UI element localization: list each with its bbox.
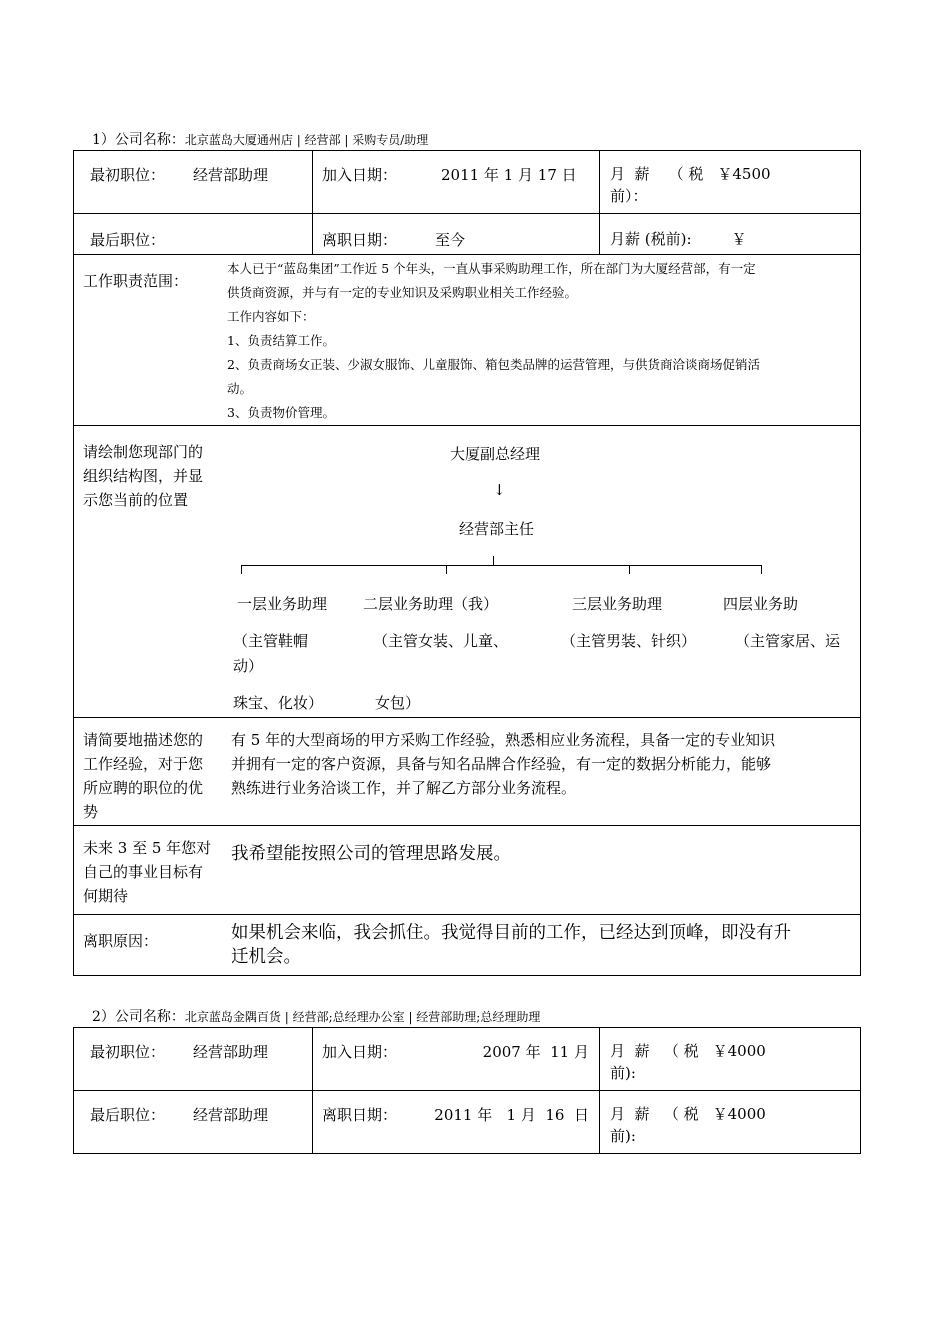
- org-node-deputy-gm: 大厦副总经理: [450, 445, 541, 463]
- salary-label-cont: 前）：: [610, 187, 648, 205]
- company-1-heading: [92, 129, 428, 149]
- company-2-label: 2）公司名称：: [92, 1009, 185, 1025]
- job2-final-salary-label-cont: 前):: [610, 1127, 636, 1145]
- company-1-detail: 北京蓝岛大厦通州店 | 经营部 | 采购专员/助理: [184, 133, 429, 147]
- job-1-row-org: [74, 426, 861, 718]
- job-1-table: [73, 150, 861, 976]
- org-duty-floor-1: （主管鞋帽: [233, 632, 309, 650]
- duties-label: 工作职责范围：: [83, 272, 189, 290]
- org-duty-floor-4: （主管家居、运: [735, 632, 841, 650]
- experience-label: 请简要地描述您的 工作经验，对于您 所应聘的职位的优 势: [83, 731, 204, 821]
- job2-final-salary-label: 月 薪 （ 税: [610, 1105, 699, 1123]
- job-1-row-experience: [74, 718, 861, 826]
- org-node-floor-1: 一层业务助理: [237, 595, 328, 613]
- org-node-floor-3: 三层业务助理: [572, 595, 663, 613]
- org-connector-l1: [241, 565, 242, 574]
- job2-join-date-label: 加入日期：: [322, 1043, 398, 1061]
- job2-initial-salary-value: ￥4000: [712, 1042, 766, 1060]
- reason-label: 离职原因：: [83, 932, 159, 950]
- reason-text: 如果机会来临，我会抓住。我觉得目前的工作，已经达到顶峰，即没有升 迁机会。: [231, 923, 791, 967]
- org-connector-l2: [446, 565, 447, 574]
- org-chart: [231, 426, 860, 716]
- job2-join-date-value: 2007 年 11 月: [482, 1043, 589, 1061]
- goal-label: 未来 3 至 5 年您对 自己的事业目标有 何期待: [83, 839, 212, 905]
- company-2-heading: [92, 1006, 540, 1026]
- final-salary-label: 月薪 (税前):: [610, 230, 692, 248]
- initial-position-value: 经营部助理: [193, 166, 269, 184]
- org-connector-horizontal: [241, 565, 761, 566]
- leave-date-value: 至今: [435, 231, 466, 249]
- org-label: 请绘制您现部门的 组织结构图，并显 示您当前的位置: [83, 443, 204, 509]
- org-duty-floor-2: （主管女装、儿童、: [373, 632, 509, 650]
- job2-salary-label: 月 薪 （ 税: [610, 1042, 699, 1060]
- org-node-director: 经营部主任: [459, 520, 535, 538]
- duties-text: 本人已于“蓝岛集团”工作近 5 个年头，一直从事采购助理工作，所在部门为大厦经营部，有一定 供货商资源，并与有一定的专业知识及采购职业相关工作经验。 工作内容如下： 1、负责结算工作。 2、负责商场女正装、少淑女服饰、儿童服饰、箱包类品牌的运营管理，与供货商洽谈商场促销活 动。 3、负责物价管理。: [227, 261, 760, 420]
- job2-leave-date-label: 离职日期：: [322, 1106, 398, 1124]
- job2-final-position-value: 经营部助理: [193, 1106, 269, 1124]
- org-duty-floor-4-cont: 动）: [233, 657, 264, 675]
- job2-leave-date-value: 2011 年 1 月 16 日: [434, 1106, 589, 1124]
- org-connector-l4: [761, 565, 762, 574]
- org-connector-l3: [629, 565, 630, 574]
- job2-initial-position-label: 最初职位：: [90, 1043, 166, 1061]
- org-duty-floor-3: （主管男装、针织）: [561, 632, 697, 650]
- job-2-table: [73, 1027, 861, 1154]
- job-1-row-goal: [74, 826, 861, 915]
- experience-text: 有 5 年的大型商场的甲方采购工作经验，熟悉相应业务流程，具备一定的专业知识 并拥有一定的客户资源，具备与知名品牌合作经验，有一定的数据分析能力，能够 熟练进行业务洽谈工作，并了解乙方部分业务流程。: [231, 731, 776, 797]
- final-salary-value: ￥: [731, 230, 747, 248]
- job2-final-position-label: 最后职位：: [90, 1106, 166, 1124]
- job-1-row-initial: [74, 151, 861, 214]
- company-1-label: 1）公司名称：: [92, 132, 185, 148]
- job2-initial-position-value: 经营部助理: [193, 1043, 269, 1061]
- org-connector-stem: [493, 556, 494, 566]
- join-date-value: 2011 年 1 月 17 日: [441, 166, 577, 184]
- leave-date-label: 离职日期：: [322, 231, 398, 249]
- company-2-detail: 北京蓝岛金隅百货 | 经营部;总经理办公室 | 经营部助理;总经理助理: [184, 1010, 541, 1024]
- goal-text: 我希望能按照公司的管理思路发展。: [231, 844, 511, 864]
- job-1-row-duties: [74, 255, 861, 426]
- initial-position-label: 最初职位：: [90, 166, 166, 184]
- join-date-label: 加入日期：: [322, 166, 398, 184]
- org-node-floor-2: 二层业务助理（我）: [363, 595, 499, 613]
- initial-salary-value: ￥4500: [717, 165, 771, 183]
- org-duty-floor-2-cont: 女包）: [375, 694, 421, 712]
- final-position-label: 最后职位：: [90, 231, 166, 249]
- down-arrow-icon: ↓: [493, 481, 506, 499]
- job2-salary-label-cont: 前):: [610, 1064, 636, 1082]
- job2-final-salary-value: ￥4000: [712, 1105, 766, 1123]
- job-1-row-reason: [74, 915, 861, 976]
- org-node-floor-4: 四层业务助: [723, 595, 799, 613]
- job-2-row-final: [74, 1091, 861, 1154]
- job-2-row-initial: [74, 1028, 861, 1091]
- salary-label: 月 薪 （ 税: [610, 165, 704, 183]
- org-duty-floor-1-cont: 珠宝、化妆）: [233, 694, 324, 712]
- job-1-row-final: [74, 214, 861, 255]
